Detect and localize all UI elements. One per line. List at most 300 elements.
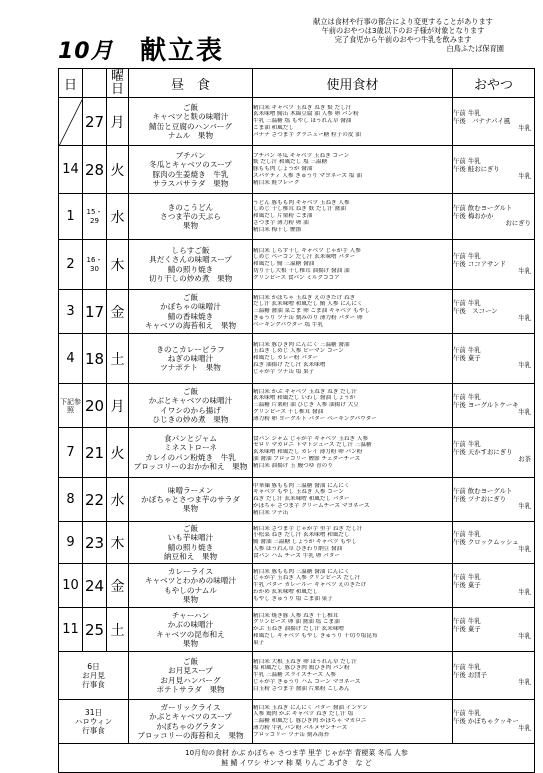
snack-cell [453, 700, 535, 744]
weekday-cell: 月 [107, 384, 129, 428]
snack-cell-line: 午後 ヨーグルトケーキ [453, 400, 519, 409]
diagonal-stroke [59, 98, 83, 146]
lunch-cell-line: しらすご飯 [171, 245, 210, 255]
snack-cell-line: 午前 牛乳 [453, 252, 481, 261]
ingredients-cell-line: 食パン ハム チーズ 牛乳 卵 バター [253, 552, 340, 559]
snack-cell-line: 午後 菓子 [453, 353, 481, 362]
lunch-cell-line: 味噌ラーメン [167, 485, 214, 495]
date-number: 27 [84, 112, 105, 131]
lunch-cell-line: ひじきの炒め煮 果物 [152, 414, 229, 424]
date-number: 17 [84, 302, 105, 321]
date-cell [83, 194, 107, 240]
table-row [59, 564, 535, 608]
lunch-cell-line: ブロッコリーの海苔和え 果物 [137, 730, 244, 740]
snack-cell-line: 牛乳 [518, 314, 531, 323]
snack-cell [453, 522, 535, 564]
notice-line: 午前のおやつは3歳以下のお子様が対象となります [321, 26, 485, 35]
event-cell-line: 行事食 [82, 726, 105, 736]
lunch-cell-line: ねぎの味噌汁 [167, 353, 214, 363]
weekday-cell: 金 [107, 564, 129, 608]
snack-cell [453, 98, 535, 146]
table-row [59, 334, 535, 384]
ingredients-cell-line: じゃが芋 ツナ缶 塩 果子 [253, 368, 315, 375]
ingredients-cell-line: グリンピース 卵 油 醤油 塩 ごま油 [253, 619, 340, 626]
snack-cell-line: 午前 牛乳 [453, 346, 481, 355]
day-cell [59, 146, 83, 194]
snack-cell-line: 午前 牛乳 [453, 440, 481, 449]
snack-cell [453, 652, 535, 700]
lunch-cell-line: 納豆和え 果物 [163, 551, 218, 561]
lunch-cell-line: かぼちゃとさつま芋のサラダ [141, 494, 240, 504]
snack-cell-line: 牛乳 [518, 361, 531, 370]
snack-cell-line: 午前 牛乳 [453, 663, 481, 672]
ingredients-cell-line: ベーキングパウダー 塩 牛乳 [253, 321, 324, 328]
snack-cell-line: 牛乳 [518, 678, 531, 687]
ingredients-cell-line: ブロッコリー ツナ缶 刻み海苔 [253, 731, 330, 738]
lunch-cell-line: ご飯 [182, 102, 199, 112]
snack-cell-line: 牛乳 [518, 588, 531, 597]
date-cell [83, 98, 107, 146]
date-cell [83, 384, 107, 428]
ingredients-cell [253, 522, 453, 564]
col-header-date [83, 69, 107, 98]
ingredients-cell-line: セロリ マカロニ トマトジュース だし汁 三温糖 [253, 442, 372, 449]
table-row [59, 428, 535, 478]
snack-cell-line: 午前 牛乳 [453, 393, 481, 402]
table-row [59, 98, 535, 146]
header [0, 0, 543, 68]
weekday-cell: 月 [107, 98, 129, 146]
ingredients-cell-line: 精白米 梅干し 鰹節 [253, 226, 302, 233]
date-number: 21 [84, 443, 105, 462]
lunch-cell [129, 564, 253, 608]
lunch-cell-line: きのこうどん [167, 202, 214, 212]
ingredients-cell-line: スパゲティ 人参 きゅうり マヨネーズ 塩 油 [253, 172, 362, 179]
ingredients-cell-line: 精白米 豚もも肉 三温糖 醤油 にんにく [253, 568, 350, 575]
lunch-cell-line: カレイのパン粉焼き 牛乳 [145, 452, 236, 462]
menu-body [59, 98, 535, 744]
snack-cell-line: 牛乳 [518, 502, 531, 511]
date-number: 25 [84, 620, 105, 639]
ingredients-cell-line: ブチパン 冬瓜 キャベツ 玉ねぎ コーン [253, 152, 350, 159]
ingredients-cell-line: じゃが芋 玉ねぎ 人参 グリンピース だし汁 [253, 575, 361, 582]
lunch-cell-line: お月見ハンバーグ [160, 675, 221, 685]
snack-cell [453, 478, 535, 522]
ingredients-cell-line: 精白米 焼き豚 人参 ねぎ 干し椎茸 [253, 612, 339, 619]
event-cell-line: 31日 [84, 707, 103, 717]
ingredients-cell [253, 652, 453, 700]
day-number: 10 [62, 578, 79, 593]
snack-cell [453, 384, 535, 428]
date-cell [83, 478, 107, 522]
snack-cell-line: 午後 鮭おにぎり [453, 164, 500, 173]
lunch-cell-line: ご飯 [182, 523, 199, 533]
lunch-cell-line: 果物 [182, 504, 199, 514]
lunch-cell-line: ミネストローネ [164, 443, 217, 453]
day-cell [59, 194, 83, 240]
lunch-cell-line: 具だくさんの味噌スープ [149, 255, 232, 265]
ingredients-cell-line: 玄米味噌 和風だし いわし 醤油 しょうが [253, 395, 356, 402]
ingredients-cell-line: 中華麺 豚もも肉 三温糖 醤油 にんにく [253, 482, 350, 489]
day-number: 1 [66, 209, 75, 224]
ingredients-cell-line: 鯖 醤油 三温糖 しょうが キャベツ もやし [253, 539, 357, 546]
lunch-cell-line: 鯖の香味焼き [167, 311, 214, 321]
ingredients-cell-line: 白玉粉 さつま芋 醤油 片栗粉 こしあん [253, 685, 350, 692]
date-cell [83, 290, 107, 334]
ingredients-cell-line: 牛乳 三温糖 塩 もやし ほうれん草 醤油 [253, 118, 352, 125]
snack-cell [453, 428, 535, 478]
table-header-row [59, 69, 535, 98]
lunch-cell-line: ナムル 果物 [167, 130, 214, 140]
ingredients-cell [253, 334, 453, 384]
weekday-cell: 土 [107, 608, 129, 652]
lunch-cell-line: 鯖の照り焼き [167, 264, 214, 274]
date-cell [83, 608, 107, 652]
day-cell [59, 334, 83, 384]
day-cell [59, 290, 83, 334]
ingredients-cell-line: 薄力粉 卵 ヨーグルト バター ベーキングパウダー [253, 415, 377, 422]
lunch-cell-line: ツナポテト 果物 [160, 363, 221, 373]
date-cell [83, 564, 107, 608]
date-note: 15・29 [86, 207, 103, 225]
date-cell [83, 334, 107, 384]
ingredients-cell [253, 194, 453, 240]
event-cell [59, 700, 129, 744]
ingredients-cell-line: きゅうり ツナ缶 刻みのり 薄力粉 バター 卵 [253, 314, 363, 321]
seasonal-line: 鮭 鯖 イワシ サンマ 柿 栗 りんご あずき な ど [221, 759, 372, 767]
ingredients-cell-line: 精白米 さつま芋 じゃが芋 里芋 ねぎ だし汁 [253, 525, 363, 532]
page-title: 献立表 [140, 36, 225, 66]
ingredients-cell [253, 428, 453, 478]
ingredients-cell-line: 玉ねぎ しめじ 人参 ピーマン コーン [253, 348, 344, 355]
day-number: 8 [66, 492, 75, 507]
ingredients-cell-line: キャベツ もやし 玉ねぎ 人参 コーン [253, 489, 344, 496]
day-cell [59, 608, 83, 652]
lunch-cell-line: キャベツと麩の味噌汁 [152, 112, 229, 122]
lunch-cell [129, 146, 253, 194]
ingredients-cell-line: 薄力粉 牛乳 パン粉 パルメザンチーズ [253, 724, 348, 731]
lunch-cell [129, 478, 253, 522]
snack-cell-line: 午前 飲むヨーグルト [453, 487, 513, 496]
ingredients-cell-line: 豚もも肉 しょうが 醤油 [253, 166, 313, 173]
day-number: 7 [66, 445, 75, 460]
lunch-cell [129, 290, 253, 334]
ingredients-cell-line: 精白米 キャベツ 玉ねぎ ねぎ 麩 だし汁 [253, 104, 352, 111]
snack-cell-line: 午後 クロックムッシュ [453, 537, 519, 546]
seasonal-line: 10月旬の食材 かぶ かぼちゃ さつま芋 里芋 じゃが芋 青梗菜 冬瓜 人参 [185, 749, 408, 757]
weekday-cell: 金 [107, 290, 129, 334]
ingredients-cell [253, 240, 453, 290]
event-cell-line: 6日 [87, 661, 100, 671]
lunch-cell-line: イワシのから揚げ [160, 405, 221, 415]
ingredients-cell-line: 牛乳 バター カレールー キャベツ えのきたけ [253, 582, 367, 589]
snack-cell-line: 午後 スコーン [453, 306, 498, 315]
snack-cell [453, 608, 535, 652]
snack-cell [453, 290, 535, 334]
ingredients-cell [253, 564, 453, 608]
event-cell-line: ハロウィン [74, 716, 113, 726]
snack-cell-line: 牛乳 [518, 545, 531, 554]
date-note: 16・30 [86, 255, 103, 273]
ingredients-cell-line: かぶ 玉ねぎ 油揚げ だし汁 玄米味噌 [253, 626, 345, 633]
day-number: 11 [62, 622, 79, 637]
lunch-cell-line: さつま芋の天ぷら [160, 211, 221, 221]
lunch-cell [129, 98, 253, 146]
snack-cell-line: 午前 牛乳 [453, 109, 481, 118]
snack-cell-line: 午後 お団子 [453, 670, 487, 679]
lunch-cell-line: 食パンとジャム [163, 433, 217, 443]
date-number: 23 [84, 533, 105, 552]
date-number: 18 [84, 349, 105, 368]
diagonal-line [59, 98, 83, 146]
snack-cell-line: 午後 ココアサンド [453, 259, 506, 268]
ingredients-cell-line: 精白米 鮭フレーク [253, 179, 300, 186]
date-cell [83, 146, 107, 194]
ingredients-cell [253, 700, 453, 744]
day-number: 4 [66, 351, 75, 366]
ingredients-cell [253, 478, 453, 522]
date-note: 下記参照 [60, 397, 81, 414]
lunch-cell-line: キャベツの昆布和え [156, 629, 225, 639]
ingredients-cell-line: グリンピース 干し椎茸 醤油 [253, 408, 324, 415]
ingredients-cell-line: ねぎ だし汁 玄米味噌 和風だし バター [253, 496, 350, 503]
lunch-cell [129, 334, 253, 384]
lunch-cell-line: ブチパン [175, 150, 206, 160]
date-cell [83, 428, 107, 478]
ingredients-cell-line: 和風だし キャベツ もやし きゅうり 千切り塩昆布 [253, 632, 378, 639]
ingredients-cell-line: グリンピース 食パン ミルクココア [253, 274, 340, 281]
ingredients-cell-line: 三温糖 醤油 菜ごま 卵 ごま油 キャベツ もやし [253, 308, 370, 315]
ingredients-cell-line: 麩 だし汁 和風だし 塩 三温糖 [253, 159, 328, 166]
day-cell [59, 478, 83, 522]
snack-cell [453, 334, 535, 384]
ingredients-cell-line: 精白米 大根 玉ねぎ 卵 ほうれん草 だし汁 [253, 658, 357, 665]
ingredients-cell-line: さつま芋 薄力粉 卵 油 [253, 219, 309, 226]
lunch-cell-line: 果物 [182, 594, 199, 604]
snack-cell [453, 146, 535, 194]
weekday-cell: 水 [107, 194, 129, 240]
table-row [59, 384, 535, 428]
date-number: 28 [84, 160, 105, 179]
event-cell [59, 652, 129, 700]
lunch-cell-line: かぶとキャベツのスープ [149, 712, 232, 722]
ingredients-cell-line: 牛乳 三温糖 スライスチーズ 人参 [253, 672, 337, 679]
ingredients-cell-line: 玄米味噌 和風だし カレイ 薄力粉 卵 パン粉 [253, 449, 363, 456]
day-number: 3 [66, 304, 75, 319]
lunch-cell-line: キャベツの海苔和え 果物 [144, 320, 237, 330]
col-header-snack: おやつ [453, 69, 535, 98]
month-label: 10月 [58, 39, 114, 64]
ingredients-cell-line: 精白米 しらす干し キャベツ じゃが芋 人参 [253, 247, 361, 254]
lunch-cell-line: 豚肉の生姜焼き 牛乳 [152, 169, 229, 179]
ingredients-cell-line: ねぎ 油揚げ だし汁 玄米味噌 [253, 361, 326, 368]
snack-cell-line: 午後 菓子 [453, 624, 481, 633]
lunch-cell-line: かぼちゃの味噌汁 [160, 302, 221, 312]
lunch-cell [129, 384, 253, 428]
lunch-cell [129, 194, 253, 240]
ingredients-cell-line: 精白米 かぶ キャベツ 玉ねぎ ねぎ だし汁 [253, 388, 357, 395]
menu-table [58, 68, 535, 773]
ingredients-cell-line: 菓子 [253, 639, 265, 646]
ingredients-cell-line: うどん 豚もも肉 キャベツ 玉ねぎ 人参 [253, 199, 350, 206]
lunch-cell-line: ブロッコリーのおかか和え 果物 [133, 461, 248, 471]
table-row [59, 478, 535, 522]
table-row [59, 194, 535, 240]
ingredients-cell [253, 290, 453, 334]
col-header-lunch: 昼 食 [129, 69, 253, 98]
lunch-cell [129, 608, 253, 652]
weekday-cell: 火 [107, 428, 129, 478]
table-row [59, 240, 535, 290]
lunch-cell-line: 切り干しの炒め煮 果物 [148, 273, 233, 283]
day-number: 14 [62, 162, 79, 177]
ingredients-cell-line: 和風だし 片栗粉 ごま油 [253, 213, 313, 220]
ingredients-cell-line: 精白米 玉ねぎ にんにく バター 醤油 インゲン [253, 704, 368, 711]
ingredients-cell-line: 人参 鶏肉 かぶ キャベツ ねぎ だし汁 塩 [253, 711, 354, 718]
lunch-cell [129, 522, 253, 564]
notice-line: 白鳥ふたば保育園 [446, 44, 504, 53]
snack-cell-line: 午前 牛乳 [453, 617, 481, 626]
snack-cell-line: 午前 牛乳 [453, 530, 481, 539]
day-cell [59, 98, 83, 146]
event-cell-line: お月見 [82, 670, 105, 680]
lunch-cell-line: かぶとキャベツの味噌汁 [148, 396, 233, 406]
snack-cell-line: 牛乳 [518, 124, 531, 133]
lunch-cell-line: ガーリックライス [160, 702, 221, 712]
weekday-cell: 土 [107, 334, 129, 384]
seasonal-foods [59, 744, 535, 773]
ingredients-cell-line: 和風だし カレー粉 バター [253, 355, 319, 362]
weekday-cell: 水 [107, 478, 129, 522]
lunch-cell [129, 240, 253, 290]
lunch-cell-line: かぼちゃのグラタン [156, 721, 225, 731]
table-row [59, 522, 535, 564]
lunch-cell-line: 果物 [182, 638, 199, 648]
snack-cell [453, 240, 535, 290]
snack-cell-line: 牛乳 [518, 408, 531, 417]
ingredients-cell-line: 三温糖 和風だし 豚ひき肉 かぼちゃ マカロニ [253, 718, 367, 725]
day-cell [59, 564, 83, 608]
day-cell [59, 240, 83, 290]
snack-cell-line: 午前 牛乳 [453, 709, 481, 718]
lunch-cell-line: お月見スープ [168, 666, 213, 676]
col-header-ingredients: 使用食材 [253, 69, 453, 98]
ingredients-cell-line: 精白米 豚ひき肉 にんにく 三温糖 醤油 [253, 341, 350, 348]
lunch-cell-line: かぶの味噌汁 [167, 620, 214, 630]
lunch-cell-line: 果物 [182, 221, 199, 231]
snack-cell-line: 午前 牛乳 [453, 573, 481, 582]
ingredients-cell-line: わかめ 玄米味噌 和風だし [253, 588, 319, 595]
table-row [59, 146, 535, 194]
date-cell [83, 240, 107, 290]
lunch-cell-line: キャベツとわかめの味噌汁 [144, 576, 237, 586]
date-number: 24 [84, 576, 105, 595]
ingredients-cell [253, 608, 453, 652]
ingredients-cell [253, 384, 453, 428]
ingredients-cell-line: 油 醤油 ブロッコリー 鰹節 チェダーチーズ [253, 455, 361, 462]
lunch-cell-line: ご飯 [182, 292, 199, 302]
ingredients-cell-line: だし汁 玄米味噌 和風だし 鯖 人参 にんにく [253, 301, 363, 308]
col-header-day: 日 [59, 69, 83, 98]
ingredients-cell-line: 切り干し大根 干し椎茸 油揚げ 醤油 油 [253, 267, 350, 274]
day-number: 9 [66, 535, 75, 550]
snack-cell [453, 564, 535, 608]
col-header-weekday: 曜日 [107, 69, 129, 98]
date-number: 22 [84, 490, 105, 509]
ingredients-cell-line: しめじ ベーコン だし汁 玄米味噌 バター [253, 254, 356, 261]
lunch-cell-line: ポテトサラダ 果物 [156, 684, 225, 694]
lunch-cell [129, 428, 253, 478]
lunch-cell-line: ご飯 [182, 656, 199, 666]
notice-line: 献立は食材や行事の都合により変更することがあります [313, 17, 493, 26]
ingredients-cell-line: 人参 ほうれん草 ひきわり納豆 醤油 [253, 545, 343, 552]
lunch-cell-line: カレーライス [167, 566, 214, 576]
ingredients-cell-line: 精白米 かぼちゃ 玉ねぎ えのきたけ ねぎ [253, 294, 356, 301]
snack-cell [453, 194, 535, 240]
ingredients-cell-line: バナナ さつま芋 グラニュー糖 粒子の皮 油 [253, 131, 361, 138]
lunch-cell-line: いも芋味噌汁 [167, 533, 214, 543]
lunch-cell [129, 700, 253, 744]
snack-cell-line: おにぎり [505, 219, 531, 228]
lunch-cell-line: 鯖の照り焼き [167, 542, 214, 552]
notice-block [272, 17, 534, 53]
lunch-cell-line: きのこカレーピラフ [156, 344, 225, 354]
weekday-cell: 木 [107, 522, 129, 564]
lunch-cell-line: 冬瓜とキャベツのスープ [149, 160, 232, 170]
lunch-cell [129, 652, 253, 700]
snack-cell-line: 牛乳 [518, 724, 531, 733]
snack-cell-line: 午後 天かすおにぎり [453, 447, 513, 456]
notice-line: 完了食児から午前のおやつ牛乳を飲みます [334, 35, 472, 44]
footer-row [59, 744, 535, 773]
ingredients-cell-line: 食パン ジャム じゃが芋 キャベツ 玉ねぎ 人参 [253, 435, 369, 442]
weekday-cell: 火 [107, 146, 129, 194]
day-number: 2 [66, 257, 75, 272]
ingredients-cell-line: しめじ 干し椎茸 ねぎ 麩 だし汁 醤油 [253, 206, 346, 213]
ingredients-cell-line: 塩 和風だし 豚ひき肉 鶏ひき肉 パン粉 [253, 665, 350, 672]
snack-cell-line: 午後 梅おかか [453, 211, 494, 220]
snack-cell-line: 牛乳 [518, 172, 531, 181]
snack-cell-line: 午前 牛乳 [453, 157, 481, 166]
ingredients-cell-line: もやし きゅうり 塩 ごま油 菓子 [253, 595, 333, 602]
lunch-cell-line: もやしのナムル [164, 585, 217, 595]
lunch-cell-line: サラスパサラダ 果物 [152, 178, 229, 188]
ingredients-cell-line: じゃが芋 きゅうり ハム コーン マヨネーズ [253, 678, 361, 685]
snack-cell-line: 午後 ツナおにぎり [453, 494, 507, 503]
snack-cell-line: 午後 菓子 [453, 580, 481, 589]
snack-cell-line: お茶 [518, 455, 531, 464]
day-cell [59, 384, 83, 428]
event-cell-line: 行事食 [82, 680, 105, 690]
snack-cell-line: 午後 バナナパイ風 [453, 116, 511, 125]
date-cell [83, 522, 107, 564]
snack-cell-line: 牛乳 [518, 632, 531, 641]
ingredients-cell-line: 三温糖 片栗粉 油 ひじき 人参 油揚げ 大豆 [253, 402, 359, 409]
lunch-cell-line: ご飯 [182, 386, 199, 396]
lunch-cell-line: チャーハン [171, 610, 210, 620]
snack-cell-line: 牛乳 [518, 267, 531, 276]
table-row [59, 290, 535, 334]
weekday-cell: 木 [107, 240, 129, 290]
ingredients-cell [253, 146, 453, 194]
day-cell [59, 428, 83, 478]
table-row [59, 652, 535, 700]
lunch-cell-line: 鯖缶と豆腐のハンバーグ [149, 121, 232, 131]
ingredients-cell-line: 和風だし 鯖 三温糖 醤油 [253, 261, 315, 268]
date-number: 20 [84, 396, 105, 415]
snack-cell-line: 午前 牛乳 [453, 299, 481, 308]
ingredients-cell-line: かぼちゃ さつま芋 クリームチーズ マヨネーズ [253, 502, 370, 509]
